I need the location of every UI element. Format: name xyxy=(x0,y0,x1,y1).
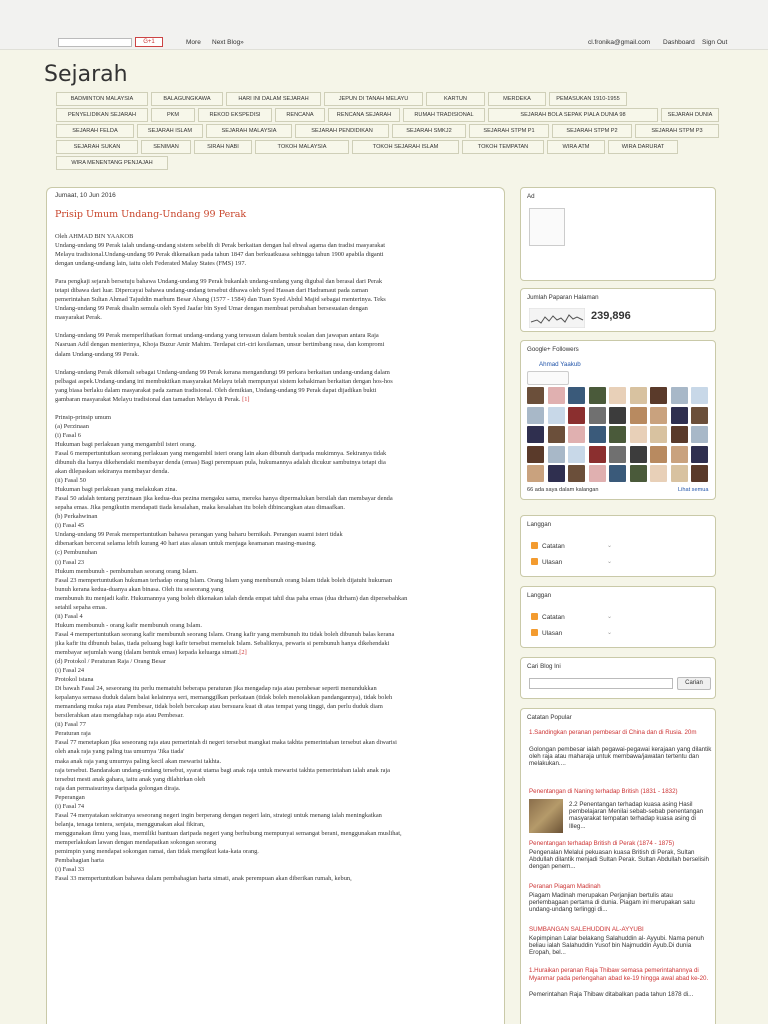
blog-title[interactable]: Sejarah xyxy=(44,62,128,87)
feed-posts[interactable]: Catatan ⌄ xyxy=(531,613,565,621)
tab[interactable]: PENYELIDIKAN SEJARAH xyxy=(56,108,148,122)
post-line: (ii) Fasal 77 xyxy=(55,721,86,729)
subscribe-title: Langgan xyxy=(527,592,552,599)
follower-avatar[interactable] xyxy=(589,407,606,424)
gplus-button[interactable]: G+1 xyxy=(135,37,163,47)
post-line: (b) Perkahwinan xyxy=(55,513,98,521)
tab[interactable]: MERDEKA xyxy=(488,92,546,106)
tab[interactable]: SEJARAH BOLA SEPAK PIALA DUNIA 98 xyxy=(488,108,658,122)
tab[interactable]: SIRAH NABI xyxy=(194,140,252,154)
follower-avatar[interactable] xyxy=(548,446,565,463)
post-paragraph: Para pengkaji sejarah bersetuju bahawa Undang-undang 99 Perak bukanlah undang-undang yang digubal dan berasal dari Perak tetapi dibawa dari luar. Dipercayai bahawa undang-undang tersebut dibawa oleh Syed Hassan dari Hadramaut pada zaman pemerintahan Sultan Ahmad Tajuddin marhum Besar Abang (1577 - 1584) dan Tuan Syed Abdul Majid sebagai menterinya. Teks Undang-undang 99 Perak disalin semula oleh Syed Jaafar bin Syed Umar dengan membuat perubahan bersesuaian dengan masyarakat Perak. xyxy=(55,278,386,322)
post-line: Hukuman bagi perlakuan yang mengambil isteri orang. xyxy=(55,440,197,448)
ad-image[interactable] xyxy=(529,208,565,246)
post-line: Peperangan xyxy=(55,793,85,801)
tab[interactable]: SEJARAH SMKJ2 xyxy=(392,124,466,138)
follow-button[interactable] xyxy=(527,371,569,385)
tab[interactable]: BADMINTON MALAYSIA xyxy=(56,92,148,106)
post-line: jika kafir itu dibunuh balas, tiada peluang bagi kafir tersebut memeluk Islam. Sebaliknya, pewaris si pembunuh hanya dikehendaki xyxy=(55,639,390,647)
post-line: sepaha emas. Jika pengikutin mendapati tiada kesalahan, maka kesalahan itu boleh dibincangkan atau dimaafkan. xyxy=(55,504,345,512)
follower-avatar[interactable] xyxy=(568,387,585,404)
popular-post-title[interactable]: Penentangan di Naning terhadap British (1831 - 1832) xyxy=(529,788,678,795)
follower-avatar[interactable] xyxy=(548,407,565,424)
follower-avatar[interactable] xyxy=(548,387,565,404)
post-paragraph: Undang-undang Perak dikenali sebagai Undang-undang 99 Perak kerana mengandungi 99 perkara berkaitan undang-undang dalam pelbagai aspek.Undang-undang ini membuktikan masyarakat Melayu telah mempunyai sistem kehakiman berkaitan dengan hos-hos yang biasa berlaku dalam masyarakat pada zaman tradisional. Oleh demikian, Undang-undang 99 Perak dapat dijadikan bukti gambaran masyarakat Melayu tradisional dan tamadun Melayu di Perak. [1] xyxy=(55,368,393,403)
follower-avatar[interactable] xyxy=(691,465,708,482)
dashboard-link[interactable]: Dashboard xyxy=(663,39,695,46)
post-line: Protokol istana xyxy=(55,676,94,684)
follower-avatar[interactable] xyxy=(589,426,606,443)
post-line: membunuh itu menjadi kafir. Hukumannya yang boleh dikenakan ialah denda empat tahil dua paha emas (dua dirham) dan dipersebahkan xyxy=(55,594,408,602)
tab[interactable]: SEJARAH STPM P3 xyxy=(635,124,719,138)
post-line: Prinsip-prinsip umum xyxy=(55,413,111,421)
follower-avatar[interactable] xyxy=(630,465,647,482)
popular-post-thumbnail[interactable] xyxy=(529,799,563,833)
post-line: Fasal 74 menyatakan sekiranya seseorang negeri ingin berperang dengan negeri lain, strategi untuk menang ialah meningkatkan xyxy=(55,811,382,819)
post-line: Hukuman bagi perlakuan yang melakukan zina. xyxy=(55,486,178,494)
post-line: (a) Perzinaan xyxy=(55,422,89,430)
tab[interactable]: RENCANA xyxy=(275,108,325,122)
follower-avatar[interactable] xyxy=(671,426,688,443)
post-line: (i) Fasal 23 xyxy=(55,558,85,566)
follower-avatar[interactable] xyxy=(650,387,667,404)
follower-avatar[interactable] xyxy=(671,465,688,482)
popular-post-snippet: Kepimpinan Lalar belakang Salahuddin al- Ayyubi. Nama penuh beliau ialah Salahuddin Yusof bin Najmuddin Ayub.Di dunia Eropah, bel... xyxy=(529,935,704,957)
tab[interactable]: RENCANA SEJARAH xyxy=(328,108,400,122)
post-line: raja dan permaisurinya daripada golongan diraja. xyxy=(55,784,181,792)
post-paragraph: Undang-undang 99 Perak memperlihatkan format undang-undang yang tersusun dalam bentuk soalan dan jawapan antara Raja Nasruan Adil dengan menterinya, Khoja Buzur Amir Mahim. Terdapat ciri-ciri kesilaman, unsur bertimbang rasa, dan kompromi dalam Undang-undang 99 Perak. xyxy=(55,332,385,358)
follower-avatar[interactable] xyxy=(671,387,688,404)
post-line: belanja, tenaga tentera, senjata, menggunakan akal fikiran, xyxy=(55,820,205,828)
post-line: dibenarkan bercerai selama lebih kurang 40 hari atas alasan untuk menjaga keamanan masing-masing. xyxy=(55,540,317,548)
post-line: (i) Fasal 74 xyxy=(55,802,85,810)
popular-post-snippet: Pemerintahan Raja Thibaw ditabalkan pada tahun 1878 di... xyxy=(529,991,694,998)
follower-avatar[interactable] xyxy=(671,446,688,463)
follower-avatar[interactable] xyxy=(609,446,626,463)
tab[interactable]: TOKOH SEJARAH ISLAM xyxy=(352,140,459,154)
feed-comments[interactable]: Ulasan ⌄ xyxy=(531,558,562,566)
rss-icon xyxy=(531,542,538,549)
follower-avatar[interactable] xyxy=(609,465,626,482)
popular-posts-widget xyxy=(520,708,716,1024)
blog-post xyxy=(46,187,505,1024)
post-body xyxy=(55,232,498,883)
pageviews-widget xyxy=(520,288,716,332)
popular-post-snippet: Piagam Madinah merupakan Perjanjian bertulis atau perlembagaan pertama di dunia. Piagam ini merupakan satu undang-undang terlinggi di... xyxy=(529,892,695,914)
tab[interactable]: SEJARAH FELDA xyxy=(56,124,134,138)
follower-avatar[interactable] xyxy=(548,426,565,443)
post-line: raja tersebut. Bandarakan undang-undang tersebut, syarat utama bagi anak raja untuk mewarisi takhta pemerintahan ialah anak raja xyxy=(55,766,391,774)
more-link[interactable]: More xyxy=(186,39,201,46)
post-line: bersilerahkan atau mengdahap raja atau Pembesar. xyxy=(55,712,184,720)
post-line: memandang muka raja atau Pembesar, tidak boleh bercakap atau bersuara kuat di atas tempat yang tinggi, dan perlu duduk diam xyxy=(55,703,383,711)
principles-list xyxy=(55,413,498,648)
popular-post-snippet: 2.2 Penentangan terhadap kuasa asing Hasil pembelajaran Menilai sebab-sebab penentangan masyarakat tempatan terhadap kuasa asing di Illeg... xyxy=(569,801,704,830)
popular-post-title[interactable]: Peranan Piagam Madinah xyxy=(529,883,601,890)
post-line: Di bawah Fasal 24, seseorang itu perlu mematuhi beberapa peraturan jika mengadap raja atau pembesar seperti menundukkan xyxy=(55,685,377,693)
tab[interactable]: SEJARAH STPM P1 xyxy=(469,124,549,138)
post-line: Fasal 33 mempertuntutkan bahawa dalam pembahagian harta simati, anak perempuan akan diberikan rumah, kebun, xyxy=(55,875,352,883)
tab[interactable]: SEJARAH DUNIA xyxy=(661,108,719,122)
tab[interactable]: SEJARAH PENDIDIKAN xyxy=(295,124,389,138)
tab[interactable]: WIRA DARURAT xyxy=(608,140,678,154)
post-line: maka anak raja yang umurnya paling kecil akan mewarisi takhta. xyxy=(55,757,222,765)
follower-avatar[interactable] xyxy=(630,426,647,443)
pageviews-sparkline xyxy=(529,308,585,328)
post-line: Fasal 4 mempertuntutkan seorang kafir membunuh seorang Islam. Orang kafir yang membunuh itu tidak boleh dibunuh balas kerana xyxy=(55,630,395,638)
follower-avatar[interactable] xyxy=(527,426,544,443)
post-line: (d) Protokol / Peraturan Raja / Orang Besar xyxy=(55,658,166,666)
tab[interactable]: TOKOH MALAYSIA xyxy=(255,140,349,154)
follower-avatar[interactable] xyxy=(527,446,544,463)
post-line: Pembahagian harta xyxy=(55,857,104,865)
ad-widget xyxy=(520,187,716,281)
tab[interactable]: SEJARAH SUKAN xyxy=(56,140,138,154)
tab[interactable]: SEJARAH ISLAM xyxy=(137,124,203,138)
tab[interactable]: PEMASUKAN 1910-1955 xyxy=(549,92,627,106)
tab[interactable]: BALAGUNGKAWA xyxy=(151,92,223,106)
popular-title: Catatan Popular xyxy=(527,714,572,721)
tab[interactable]: JEPUN DI TANAH MELAYU xyxy=(324,92,423,106)
post-line: memperlakukan lawan dengan mendapatkan sokongan seorang xyxy=(55,838,217,846)
post-line: (c) Pembunuhan xyxy=(55,549,98,557)
post-line: (ii) Fasal 4 xyxy=(55,612,83,620)
rss-icon xyxy=(531,558,538,565)
tab[interactable]: SENIMAN xyxy=(141,140,191,154)
ad-title: Ad xyxy=(527,193,535,200)
chevron-down-icon: ⌄ xyxy=(607,543,613,549)
search-button[interactable]: Carian xyxy=(677,677,711,690)
post-line: (i) Fasal 45 xyxy=(55,522,85,530)
follower-avatar[interactable] xyxy=(650,446,667,463)
sign-out-link[interactable]: Sign Out xyxy=(702,39,728,46)
tab[interactable]: HARI INI DALAM SEJARAH xyxy=(226,92,321,106)
search-title: Cari Blog Ini xyxy=(527,663,561,670)
post-line: akan dilepaskan sekiranya membayar denda. xyxy=(55,468,170,476)
tab[interactable]: WIRA MENENTANG PENJAJAH xyxy=(56,156,168,170)
follower-avatar[interactable] xyxy=(650,407,667,424)
next-blog-link[interactable]: Next Blog» xyxy=(212,39,244,46)
footnote-link[interactable]: [2] xyxy=(239,648,247,656)
post-line: Undang-undang 99 Perak mempertuntutkan bahawa perangan yang baharu bernikah. Perangan suami isteri tidak xyxy=(55,531,343,539)
follower-avatar[interactable] xyxy=(568,446,585,463)
popular-post-title[interactable]: SUMBANGAN SALEHUDDIN AL-AYYUBI xyxy=(529,926,644,933)
follower-avatar[interactable] xyxy=(650,465,667,482)
follower-avatar[interactable] xyxy=(589,387,606,404)
rss-icon xyxy=(531,613,538,620)
follower-avatar[interactable] xyxy=(568,407,585,424)
post-line: (ii) Fasal 50 xyxy=(55,477,86,485)
followers-view-all[interactable]: Lihat semua xyxy=(678,487,709,493)
post-line: setahil sepaha emas. xyxy=(55,603,107,611)
post-line: dibunuh dia hanya dikehendaki membayar denda (emas) Bagi perempuan pula, hukumannya adalah dicukur sambutnya tetapi dia xyxy=(55,458,386,466)
follower-avatar[interactable] xyxy=(691,387,708,404)
popular-post-snippet: Pengenalan Melalui pekuasan kuasa British di Perak, Sultan Abdullah dilantik menjadi Sultan Perak. Sultan Abdullah berselisih dengan penem... xyxy=(529,849,709,871)
footnote-line: membayar sejumlah wang (dalam bentuk emas) kepada keluarga simati.[2] xyxy=(55,648,247,656)
follower-avatar[interactable] xyxy=(609,387,626,404)
follower-avatar[interactable] xyxy=(568,465,585,482)
feed-posts[interactable]: Catatan ⌄ xyxy=(531,542,565,550)
post-paragraph: Undang-undang 99 Perak ialah undang-undang sistem sebelih di Perak berkaitan dengan hal ehwal agama dan tradisi masyarakat Melayu tradisional.Undang-undang 99 Perak dikenaikan pada tahun 1847 dan berkuatkuasa sehingga tahun 1900 apabila diganti dengan undang-undang lain, iaitu oleh Federated Malay States (FMS) 197. xyxy=(55,242,386,268)
follower-avatar[interactable] xyxy=(548,465,565,482)
post-line: Peraturan raja xyxy=(55,730,91,738)
popular-post-snippet: Golongan pembesar ialah pegawai-pegawai kerajaan yang dilantik oleh raja atau maharaja untuk membawa/jawatan tertentu dan melakukan.... xyxy=(529,746,712,768)
post-byline: Oleh AHMAD BIN YAAKOB xyxy=(55,233,134,240)
tab[interactable]: SEJARAH STPM P2 xyxy=(552,124,632,138)
post-line: kepalanya semasa duduk dalam balai kelainnya seri, memanggilkan perkataan (tidak boleh menolakkan pandangannya), tidak boleh xyxy=(55,694,393,702)
follower-avatar[interactable] xyxy=(630,407,647,424)
popular-post-title[interactable]: Penentangan terhadap British di Perak (1874 - 1875) xyxy=(529,840,675,847)
tab[interactable]: REKOD EKSPEDISI xyxy=(198,108,272,122)
followers-name[interactable]: Ahmad Yaakub xyxy=(539,361,581,368)
pageviews-title: Jumlah Paparan Halaman xyxy=(527,294,599,301)
tab[interactable]: TOKOH TEMPATAN xyxy=(462,140,544,154)
post-line: (i) Fasal 33 xyxy=(55,866,85,874)
follower-avatar[interactable] xyxy=(609,407,626,424)
subscribe-widget-2 xyxy=(520,586,716,648)
tab[interactable]: WIRA ATM xyxy=(547,140,605,154)
post-line: Hukum membunuh - pembunuhan seorang orang Islam. xyxy=(55,567,198,575)
subscribe-title: Langgan xyxy=(527,521,552,528)
chevron-down-icon: ⌄ xyxy=(607,559,613,565)
follower-avatar[interactable] xyxy=(589,446,606,463)
user-email: cl.fronika@gmail.com xyxy=(588,39,651,46)
follower-avatar[interactable] xyxy=(609,426,626,443)
post-line: (i) Fasal 6 xyxy=(55,431,81,439)
follower-avatar[interactable] xyxy=(630,446,647,463)
follower-avatar[interactable] xyxy=(589,465,606,482)
tab[interactable]: KARTUN xyxy=(426,92,485,106)
chevron-down-icon: ⌄ xyxy=(607,614,613,620)
follower-avatar[interactable] xyxy=(527,465,544,482)
rss-icon xyxy=(531,629,538,636)
post-line: pemimpin yang mendapat sokongan ramai, dan tidak mengikut kata-kata orang. xyxy=(55,848,259,855)
post-line: Fasal 77 menetapkan jika seseorang raja atau pemerintah di negeri tersebut mangkat maka takhta pemerintahan tersebut akan diwarisi xyxy=(55,739,397,747)
post-line: (i) Fasal 24 xyxy=(55,667,85,675)
tab[interactable]: SEJARAH MALAYSIA xyxy=(206,124,292,138)
follower-avatar[interactable] xyxy=(691,407,708,424)
blogger-navbar xyxy=(0,0,768,50)
chevron-down-icon: ⌄ xyxy=(607,630,613,636)
tab[interactable]: PKM xyxy=(151,108,195,122)
follower-avatar[interactable] xyxy=(630,387,647,404)
blog-search-input[interactable] xyxy=(529,678,673,689)
popular-post-title[interactable]: 1.Huraikan peranan Raja Thibaw semasa pemerintahannya di Myanmar pada perlengahan abad ke-19 hingga awal abad ke-20. xyxy=(529,967,709,982)
post-line: oleh anak raja yang paling tua umurnya 'Jika tiada' xyxy=(55,748,185,756)
post-line: Fasal 6 mempertuntutkan seorang perlakuan yang mengambil isteri orang lain akan dibunuh daripada mukimnya. Sekiranya tidak xyxy=(55,449,387,457)
post-line: bunuh kerana kedua-duanya akan binasa. Oleh itu seseorang yang xyxy=(55,585,224,593)
follower-avatar[interactable] xyxy=(527,387,544,404)
tab[interactable]: RUMAH TRADISIONAL xyxy=(403,108,485,122)
post-title[interactable]: Prisip Umum Undang-Undang 99 Perak xyxy=(55,209,247,220)
followers-count: 66 ada saya dalam kalangan xyxy=(527,487,599,493)
popular-post-title[interactable]: 1.Sandingkan peranan pembesar di China dan di Rusia. 20m xyxy=(529,729,697,736)
pageviews-count: 239,896 xyxy=(591,310,631,322)
footnote-link[interactable]: [1] xyxy=(242,395,250,403)
post-line: Hukum membunuh - orang kafir membunuh orang Islam. xyxy=(55,621,202,629)
follower-avatar[interactable] xyxy=(671,407,688,424)
principles-list-2 xyxy=(55,657,498,883)
followers-title: Google+ Followers xyxy=(527,346,579,353)
post-line: Fasal 23 mempertuntutkan hukuman terhadap orang Islam. Orang Islam yang membunuh orang Islam tidak boleh dijatuhi hukuman xyxy=(55,576,393,584)
post-line: menggunakan ilmu yang luas, memiliki bantuan daripada negeri yang berhubung mempunyai semangat berani, menggunakan muslihat, xyxy=(55,829,402,837)
follower-avatar[interactable] xyxy=(691,426,708,443)
post-line: Fasal 50 adalah tentang perzinaan jika kedua-dua pezina mengaku sama, mereka hanya dipermalukan bersilah dan membayar denda xyxy=(55,495,393,503)
followers-widget xyxy=(520,340,716,500)
follower-avatar[interactable] xyxy=(691,446,708,463)
feed-comments[interactable]: Ulasan ⌄ xyxy=(531,629,562,637)
follower-avatar[interactable] xyxy=(650,426,667,443)
navbar-search-input[interactable] xyxy=(58,38,132,47)
follower-avatar[interactable] xyxy=(527,407,544,424)
post-date: Jumaat, 10 Jun 2016 xyxy=(55,192,116,199)
search-widget xyxy=(520,657,716,699)
subscribe-widget-1 xyxy=(520,515,716,577)
follower-avatar[interactable] xyxy=(568,426,585,443)
post-line: tersebut mesti anak gahara, iaitu anak yang dilahirkan oleh xyxy=(55,775,206,783)
